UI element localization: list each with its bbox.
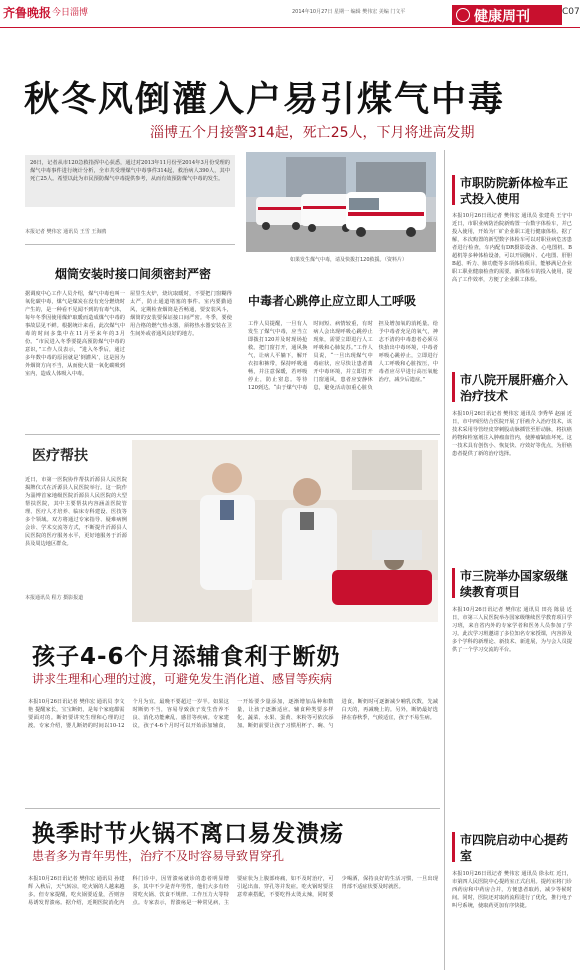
section2-heading: 中毒者心跳停止应立即人工呼吸 [248,294,417,308]
newspaper-logo: 齐鲁晚报 [3,6,52,20]
lead-headline: 秋冬风倒灌入户易引煤气中毒 [24,80,506,120]
issue-meta: 2014年10月27日 星期一 编辑 樊伟宏 美编 门文平 [292,9,406,15]
section-title: 健康周刊 [474,9,530,25]
hotpot-subheadline: 患者多为青年男性，治疗不及时容易导致胃穿孔 [32,849,285,863]
lead-intro-box [25,155,235,207]
ambulance-photo [246,152,436,252]
section1-body-continued: 屋里生火炉，烧坑取暖时，不要把门窗糊得太严，防止通道堵塞的事件。室内要勤通风，定期检查烟筒是否畅通，要安装风斗，烟筒的安装要保证接口间严密。冬季，要使用合格的燃气热水器，须将热水器安装在卫生间外或者通风良好的地方。 [130,291,232,337]
baby-food-divider [25,808,440,809]
medical-help-tag: 医疗帮扶 [32,448,88,464]
baby-food-body: 本报10月26日讯记者 樊伟宏 通讯员 李文艳 提醒家长，宝宝断奶，是每个家庭都需要面对的。断奶要讲究生理和心理的过渡。专家介绍，婴儿断奶的时间以10-12个月为宜，最晚不要超过一岁半。如果这时断奶不当，容易导致孩子发生营养不良、消化功能紊乱、感冒等疾病。专家建议，孩子4-6个月时可以开始添加辅食，一开始要少量添加，逐渐增加品种和数量，让孩子逐渐适应。辅食种类要多样化，蔬菜、水果、蛋黄、米粉等可依次添加。断奶前要让孩子习惯用杯子、碗、勺进食，断奶时可逐渐减少哺乳次数，先减白天的，再减晚上的。另外，断奶最好选择在春秋季，气候适宜，孩子不易生病。 [28,699,438,729]
page-number: C07 [562,7,580,17]
sidebar-item-4-body: 本报10月26日讯记者 樊伟宏 通讯员 徐永红 近日，市第四人民医院中心提药室正式启用。提药室将门诊西药房和中药房合并，方便患者取药，减少等候时间。同时，医院还对取药流程进行了优化，推行电子叫号系统，使取药更加有序快捷。 [452,871,572,909]
sidebar-item-1-body: 本报10月26日讯记者 樊伟宏 通讯员 张建英 王守中 近日，市职业病防治院新购置一台数字体检车，并已投入使用，开始为厂矿企业职工进行健康体检。据了解，本次购置的新型数字体检车可以对职业病危害患者进行检查，车内配有DR摄影设备、心电图机、B超机等多种体检设备，可以开展胸片、心电图、肝胆B超、听力、肺功能等多项体检项目，能够满足企业职工职业健康检查的需要。新体检车的投入使用，提高了工作效率，方便了企业职工体检。 [452,213,572,283]
header-rule [0,27,580,28]
section-flag [452,5,562,25]
section1-heading: 烟筒安装时接口间须密封严密 [55,267,212,281]
sidebar-item-1-marker [452,175,455,205]
lead-intro: 26日，记者从市120急救指挥中心获悉，通过对2013年11月份至2014年3月份受理的煤气中毒事件进行统计分析，全市共受理煤气中毒事件314起，救治病人390人，其中死亡25人。希望以此为市民预防煤气中毒提供参考，从而有效预防煤气中毒的发生。 [30,160,230,182]
sidebar-item-3-body: 本报10月26日讯记者 樊伟宏 通讯员 田亮 陈晨 近日，市第三人民医院举办国家级继续医学教育项目学习班，来自省内外的专家学者和医务人员参加了学习。此次学习班邀请了多位知名专家授课，内容涉及多个学科的新理论、新技术、新进展，为与会人员提供了一个学习交流的平台。 [452,607,572,653]
photo-caption: 如果发生煤气中毒，请及快拨打120救援。（资料片） [290,257,408,263]
edition-label: 今日淄博 [52,8,89,18]
doctors-ward-photo [132,440,438,622]
sidebar-item-2-body: 本报10月26日讯记者 樊伟宏 通讯员 李秀华 赵丽 近日，市中西医结合医院开展了肝癌介入治疗技术，该技术采用导管经皮穿刺股动脉插管至肝动脉，将抗癌药物和栓塞剂注入肿瘤血管内，使肿瘤缺血坏死。这一技术具有创伤小、恢复快、疗效好等优点，为肝癌患者提供了新的治疗选择。 [452,411,572,457]
hotpot-body: 本报10月26日讯记者 樊伟宏 通讯员 孙建辉 入秋后，天气转凉，吃火锅的人越来越多。但专家提醒，吃火锅要适量，否则容易诱发胃溃疡。据介绍，近期医院消化内科门诊中，因胃溃疡就诊的患者明显增多，其中不少是青年男性，他们大多有经常吃火锅、饮食不规律、工作压力大等特点。专家表示，胃溃疡是一种常见病，主要症状为上腹部疼痛，如不及时治疗，可引起出血、穿孔等并发症。吃火锅时要注意荤素搭配，不要吃得太烫太辣，同时要少喝酒，保持良好的生活习惯，一旦出现胃部不适症状要及时就医。 [28,876,438,906]
section2-body: 工作人员提醒，一旦有人发生了煤气中毒，应当立即拨打120并及时现场抢救。把门窗打开，通风换气，让病人平躺下，解开衣扣和裤带，保持呼吸通畅，并注意保暖，若呼吸停止，防止窒息。等待120到达。“由于煤气中毒时间短、病情较重，有时病人会出现呼吸心跳停止现象，需要立即进行人工呼吸和心肺复苏。”工作人员说，“一旦出现煤气中毒症状，应尽快让患者离开中毒环境，并立即打开门窗通风，患者应安静休息，避免活动加重心脏负担及增加氧的消耗量。给予中毒者充足的氧气，神志不清的中毒患者必须尽快抬出中毒环境，中毒者呼吸心跳停止，立即进行人工呼吸和心脏按压，中毒者应尽早进行高压氧舱治疗，减少后遗症。” [248,321,438,391]
section1-body: 据调度中心工作人员介绍，煤气中毒也叫一氧化碳中毒，煤气是煤炭在没有充分燃烧时产生的，是一种看不见闻不到的有毒气体，每年冬季因使用煤炉取暖而造成煤气中毒的事故层见不鲜。根据统计来看，此次煤气中毒的时间多集中在11月至来年的3月份。“市民进入冬季要提高预防煤气中毒的意识，”工作人员表示，“进入冬季后，通过多年数中毒的原因就是‘倒灌风’，这是因为外烟筒方向不当，从而使大量一氧化碳吸到室内，造成人体吸入中毒。 [25,291,125,377]
baby-food-headline: 孩子4-6个月添辅食利于断奶 [32,644,341,670]
lead-byline: 本报记者 樊伟宏 通讯员 王雪 王海鸥 [25,229,107,235]
sidebar-item-4-title: 市四院启动中心提药室 [460,833,569,863]
sidebar-item-1-title: 市职防院新体检车正式投入使用 [460,176,569,206]
heart-icon [456,8,470,22]
lead-bottom-divider [25,434,440,435]
masthead [0,0,580,28]
medical-help-byline: 本报通讯员 程方 摄影报道 [25,595,84,601]
sidebar-item-3-marker [452,568,455,598]
medical-help-body: 近日，市第一医院协作帮扶沂源县人民医院揭牌仪式在沂源县人民医院举行。这一院作为淄博首家地级医院沂源县人民医院的大型帮扶医院，其中主要帮扶内容涵盖医院管理、医疗人才培养、临床专科建设、医技等多个领域。双方将通过专家指导、疑难病例会诊、学术交流等方式，不断提升沂源县人民医院的医疗服务水平，更好地服务于沂源县及周边地区群众。 [25,477,127,547]
sidebar-item-3-title: 市三院举办国家级继续教育项目 [460,569,569,599]
sidebar-item-2-title: 市八院开展肝癌介入治疗技术 [460,373,569,403]
lead-section-divider [25,244,235,245]
main-column-divider [444,150,445,970]
sidebar-item-4-marker [452,832,455,862]
hotpot-headline: 换季时节火锅不离口易发溃疡 [32,821,344,847]
baby-food-subheadline: 讲求生理和心理的过渡，可避免发生消化道、感冒等疾病 [32,672,333,686]
sidebar-item-2-marker [452,372,455,402]
lead-subheadline: 淄博五个月接警314起，死亡25人，下月将进高发期 [150,125,475,141]
